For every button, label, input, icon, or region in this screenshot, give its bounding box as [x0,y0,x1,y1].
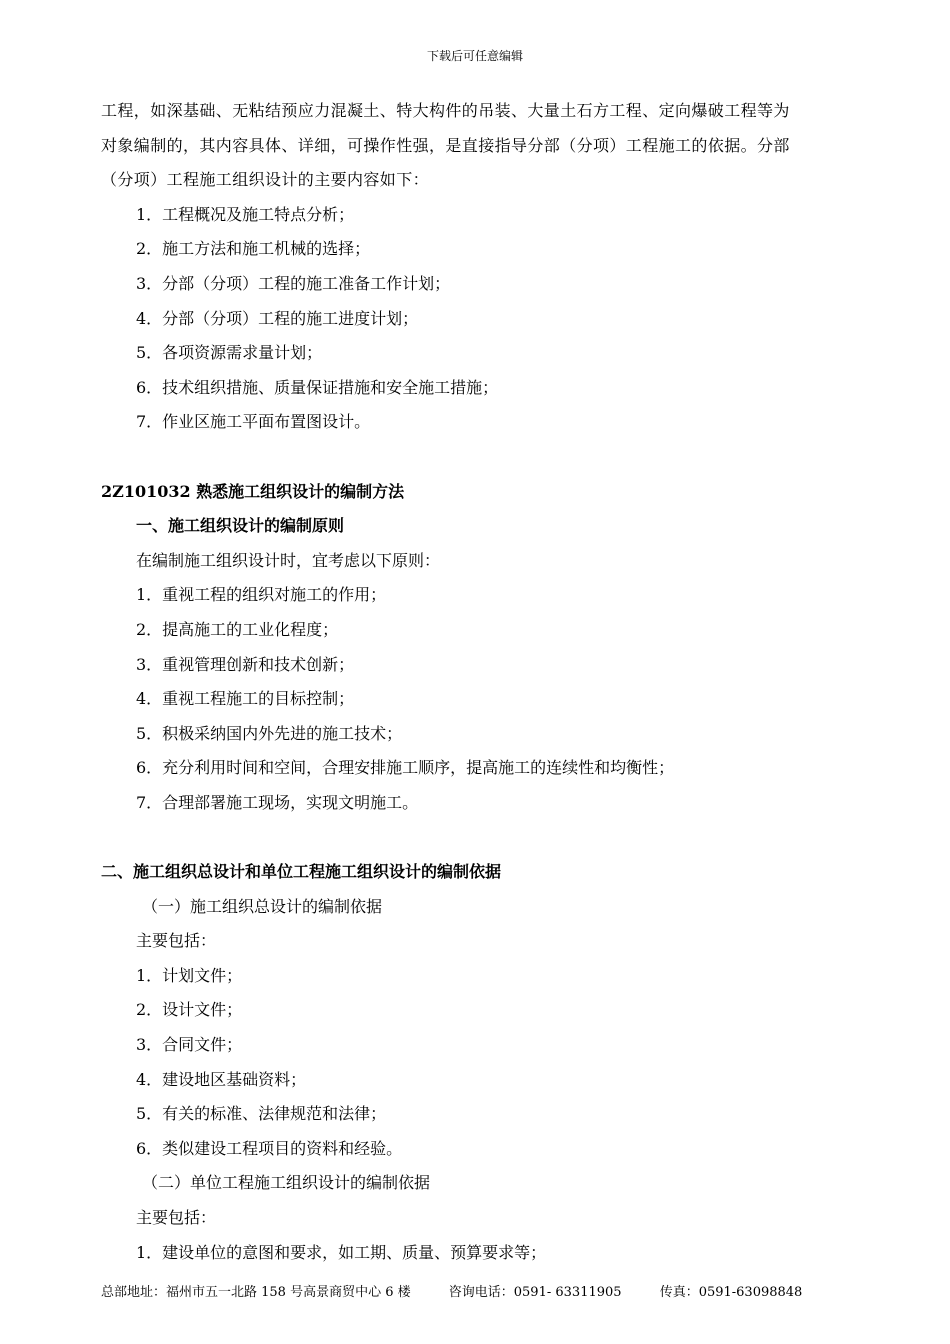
list-item: 1．建设单位的意图和要求，如工期、质量、预算要求等； [136,1242,547,1262]
intro-line-1: 工程，如深基础、无粘结预应力混凝土、特大构件的吊装、大量土石方工程、定向爆破工程等为 [101,101,790,120]
list-item: 2．提高施工的工业化程度； [136,619,339,639]
subsection-intro: 主要包括： [136,1208,217,1227]
list-item: 2．施工方法和施工机械的选择； [136,239,371,259]
subsection-intro: 在编制施工组织设计时，宜考虑以下原则： [136,550,441,570]
intro-line-3: （分项）工程施工组织设计的主要内容如下： [101,170,430,190]
list-item: 4．建设地区基础资料； [136,1069,307,1089]
list-item: 5．各项资源需求量计划； [136,343,323,363]
list-item: 2．设计文件； [136,1000,243,1020]
list-item: 3．分部（分项）工程的施工准备工作计划； [136,273,451,293]
list-item: 1．工程概况及施工特点分析； [136,204,355,224]
subsection-title-general-design: （一）施工组织总设计的编制依据 [142,896,383,916]
footer-fax: 传真：0591-63098848 [659,1285,803,1300]
subsection-title-basis: 二、施工组织总设计和单位工程施工组织设计的编制依据 [101,862,502,882]
list-item: 1．重视工程的组织对施工的作用； [136,585,387,605]
list-item: 4．重视工程施工的目标控制； [136,689,355,709]
list-item: 4．分部（分项）工程的施工进度计划； [136,308,419,328]
spacer [101,820,861,855]
list-item: 6．类似建设工程项目的资料和经验。 [136,1138,403,1158]
list-item: 6．充分利用时间和空间，合理安排施工顺序，提高施工的连续性和均衡性； [136,758,675,778]
page-footer [101,1281,836,1300]
spacer [101,440,861,475]
list-item: 7．合理部署施工现场，实现文明施工。 [136,792,419,812]
intro-line-2: 对象编制的，其内容具体、详细，可操作性强，是直接指导分部（分项）工程施工的依据。分部 [101,135,790,155]
list-item: 6．技术组织措施、质量保证措施和安全施工措施； [136,377,499,397]
list-item: 1．计划文件； [136,965,243,985]
footer-address: 总部地址：福州市五一北路 158 号高景商贸中心 6 楼 [101,1285,411,1300]
section-title: 2Z101032 熟悉施工组织设计的编制方法 [101,481,405,501]
list-item: 5．有关的标准、法律规范和法律； [136,1104,387,1124]
footer-consult-phone: 咨询电话：0591- 63311905 [448,1285,622,1300]
page-header: 下载后可任意编辑 [426,49,523,63]
subsection-title-unit-design: （二）单位工程施工组织设计的编制依据 [142,1173,431,1193]
subsection-intro: 主要包括： [136,931,217,951]
document-body [101,94,861,1270]
list-item: 3．重视管理创新和技术创新； [136,654,355,674]
list-item: 5．积极采纳国内外先进的施工技术； [136,723,403,743]
subsection-title-principles: 一、施工组织设计的编制原则 [136,516,345,536]
list-item: 7．作业区施工平面布置图设计。 [136,412,371,432]
list-item: 3．合同文件； [136,1035,243,1055]
